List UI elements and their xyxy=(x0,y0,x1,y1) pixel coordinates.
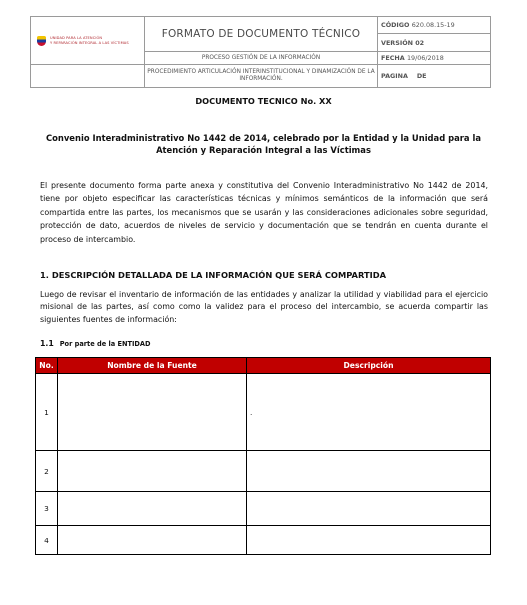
table-row xyxy=(36,451,491,492)
source-name-cell[interactable] xyxy=(58,374,247,451)
source-name-cell[interactable] xyxy=(58,451,247,492)
col-header-description: Descripción xyxy=(247,358,491,374)
logo-line: Y REPARACIÓN INTEGRAL A LAS VÍCTIMAS xyxy=(50,41,129,45)
logo-cell xyxy=(31,17,145,65)
source-name-cell[interactable] xyxy=(58,492,247,526)
subsection-label: Por parte de la ENTIDAD xyxy=(59,340,151,348)
subsection-1-1-heading xyxy=(40,339,151,348)
source-name-cell[interactable] xyxy=(58,526,247,555)
version-cell xyxy=(378,34,491,52)
description-cell[interactable] xyxy=(247,526,491,555)
row-number: 4 xyxy=(36,526,58,555)
table-row xyxy=(36,526,491,555)
code-value: 620.08.15-19 xyxy=(411,21,455,29)
table-row xyxy=(36,374,491,451)
procedure-name: PROCEDIMIENTO ARTICULACIÓN INTERINSTITUCIONAL Y DINAMIZACIÓN DE LA INFORMACIÓN. xyxy=(145,65,378,88)
section-1-heading: 1. DESCRIPCIÓN DETALLADA DE LA INFORMACIÓN QUE SERÁ COMPARTIDA xyxy=(40,270,387,280)
code-label: CÓDIGO xyxy=(381,21,410,29)
date-label: FECHA xyxy=(381,54,405,62)
date-value: 19/06/2018 xyxy=(406,54,444,62)
version-value: 02 xyxy=(415,38,425,47)
process-name: PROCESO GESTIÓN DE LA INFORMACIÓN xyxy=(145,52,378,65)
intro-paragraph: El presente documento forma parte anexa y constitutiva del Convenio Interadministrativo No 1442 de 2014, tiene por objeto especificar las características técnicas y mínimos semánticos de la información que será compartida entre las partes, los mecanismos que se usarán y las consideraciones adicionales sobre seguridad, protección de dato, acuerdos de niveles de servicio y documentación que se tendrán en cuenta durante el proceso de intercambio. xyxy=(40,181,488,244)
document-header xyxy=(30,16,491,88)
description-cell[interactable] xyxy=(247,451,491,492)
agreement-title: Convenio Interadministrativo No 1442 de 2014, celebrado por la Entidad y la Unidad para la Atención y Reparación Integral a las Víctimas xyxy=(45,133,481,155)
row-number: 1 xyxy=(36,374,58,451)
code-cell xyxy=(378,17,491,34)
table-row xyxy=(36,492,491,526)
logo-cell-bottom xyxy=(31,65,145,88)
document-title: DOCUMENTO TECNICO No. XX xyxy=(195,96,332,106)
page-label: PAGINA xyxy=(381,72,408,80)
col-header-source-name: Nombre de la Fuente xyxy=(58,358,247,374)
description-cell[interactable] xyxy=(247,492,491,526)
version-label: VERSIÓN xyxy=(381,38,413,47)
sources-table xyxy=(35,357,491,555)
table-header-row xyxy=(36,358,491,374)
date-cell xyxy=(378,52,491,65)
page-cell xyxy=(378,65,491,88)
section-1-paragraph: Luego de revisar el inventario de información de las entidades y analizar la utilidad y viabilidad para el ejercicio misional de las partes, así como como la validez para el proceso del intercambio, se acuerda compartir las siguientes fuentes de información: xyxy=(40,290,488,324)
subsection-number: 1.1 xyxy=(40,339,54,348)
row-number: 3 xyxy=(36,492,58,526)
col-header-no: No. xyxy=(36,358,58,374)
page-of-label: DE xyxy=(416,72,427,80)
crest-icon xyxy=(37,36,46,46)
description-cell[interactable]: . xyxy=(247,374,491,451)
logo-line: UNIDAD PARA LA ATENCIÓN xyxy=(50,36,103,40)
unidad-victimas-logo xyxy=(31,36,144,46)
form-title: FORMATO DE DOCUMENTO TÉCNICO xyxy=(145,17,378,52)
row-number: 2 xyxy=(36,451,58,492)
